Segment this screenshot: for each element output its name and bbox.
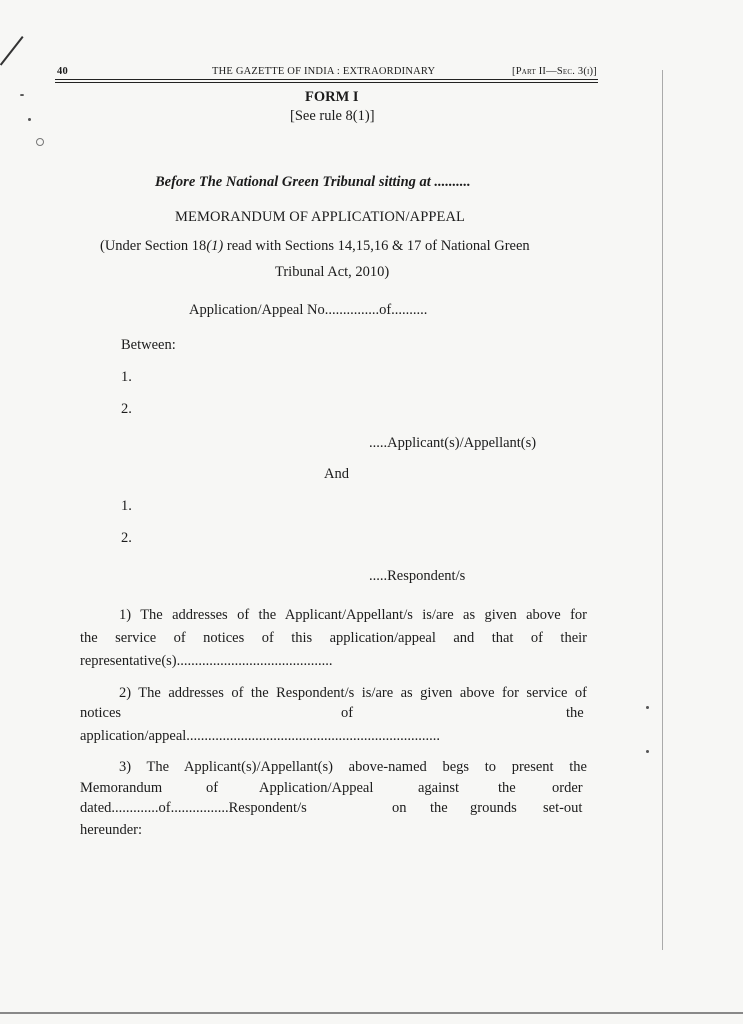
para2-line2-word1: notices <box>80 705 122 721</box>
para3-line3-word1: dated.............of................Respondent/s <box>80 800 307 816</box>
para3-line1: 3) The Applicant(s)/Appellant(s) above-named begs to present the <box>119 759 587 775</box>
and-label: And <box>324 466 349 482</box>
para2-line2-word3: the <box>566 705 584 721</box>
para1-line1: 1) The addresses of the Applicant/Appellant/s is/are as given above for <box>119 607 587 623</box>
memorandum-title: MEMORANDUM OF APPLICATION/APPEAL <box>175 209 466 225</box>
scan-pen-mark <box>0 36 24 66</box>
applicant-label: .....Applicant(s)/Appellant(s) <box>369 435 537 451</box>
scan-speck <box>646 706 649 709</box>
scan-bottom-edge-line <box>0 1012 743 1014</box>
para3-line2-word1: Memorandum <box>80 780 163 796</box>
para3-line2-word2: of <box>206 780 219 796</box>
scan-speck <box>646 750 649 753</box>
under-section-text-a: (Under Section 18 <box>100 238 207 254</box>
tribunal-line: Before The National Green Tribunal sitting at .......... <box>155 174 471 190</box>
under-section-line2: Tribunal Act, 2010) <box>275 264 390 280</box>
part-section: [Part II—Sec. 3(i)] <box>512 66 597 77</box>
para3-line4: hereunder: <box>80 822 142 838</box>
respondent-label: .....Respondent/s <box>369 568 466 584</box>
gazette-title: THE GAZETTE OF INDIA : EXTRAORDINARY <box>212 66 436 77</box>
para1-line3: representative(s)........................................... <box>80 653 333 669</box>
respondent-item-1: 1. <box>121 498 132 514</box>
rule-reference: [See rule 8(1)] <box>290 108 375 124</box>
header-rule-top <box>55 79 598 80</box>
between-label: Between: <box>121 337 176 353</box>
para2-line3: application/appeal...................................................................... <box>80 728 441 744</box>
page-number: 40 <box>57 66 68 77</box>
para3-line3-word2: on <box>392 800 407 816</box>
para3-line2-word3: Application/Appeal <box>259 780 374 796</box>
para3-line2-word6: order <box>552 780 583 796</box>
scan-speck <box>20 94 24 96</box>
applicant-item-2: 2. <box>121 401 132 417</box>
para3-line3-word4: grounds <box>470 800 517 816</box>
para2-line1: 2) The addresses of the Respondent/s is/are as given above for service of <box>119 685 587 701</box>
applicant-item-1: 1. <box>121 369 132 385</box>
respondent-item-2: 2. <box>121 530 132 546</box>
scan-speck <box>28 118 31 121</box>
under-section-subsection: (1) <box>206 238 224 254</box>
under-section-text-c: read with Sections 14,15,16 & 17 of National Green <box>223 238 530 254</box>
under-section-line1 <box>100 238 530 255</box>
para3-line2-word4: against <box>418 780 460 796</box>
application-number: Application/Appeal No...............of.......... <box>189 302 428 318</box>
form-title: FORM I <box>305 89 359 105</box>
scan-speck <box>36 138 44 146</box>
header-rule-bottom <box>55 82 598 83</box>
para3-line2-word5: the <box>498 780 516 796</box>
para3-line3-word5: set-out <box>543 800 583 816</box>
para1-line2: the service of notices of this application/appeal and that of their <box>80 630 587 646</box>
scan-right-edge-line <box>662 70 663 950</box>
para3-line3-word3: the <box>430 800 448 816</box>
para2-line2-word2: of <box>341 705 354 721</box>
